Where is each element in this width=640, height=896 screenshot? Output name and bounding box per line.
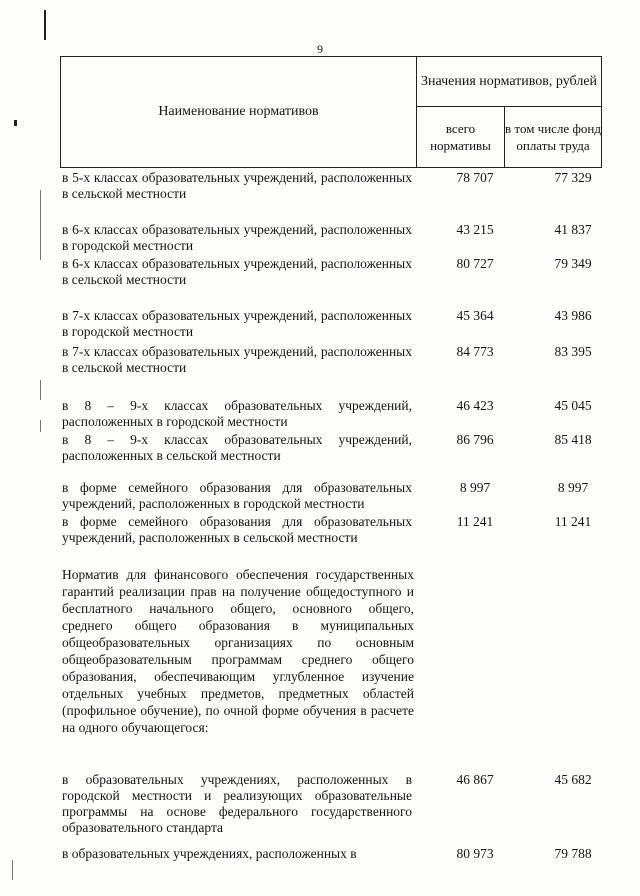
row-name: в образовательных учреждениях, расположенных в	[62, 846, 357, 861]
row-total: 8 997	[459, 480, 491, 495]
row-total: 11 241	[456, 514, 494, 529]
page-number: 9	[317, 42, 323, 56]
row-fund: 45 045	[554, 398, 592, 413]
row-fund: 85 418	[554, 432, 592, 447]
row-name: в 7-х классах образовательных учреждений, расположенных в сельской местности	[62, 344, 412, 375]
row-name: в 8 – 9-х классах образовательных учреждений, расположенных в городской местности	[62, 398, 412, 429]
header-values-group: Значения нормативов, рублей	[417, 57, 601, 107]
scan-artifact-mark	[40, 380, 41, 400]
row-name: в 7-х классах образовательных учреждений, расположенных в городской местности	[62, 308, 412, 339]
row-total: 45 364	[456, 308, 494, 323]
row-name: в 6-х классах образовательных учреждений, расположенных в сельской местности	[62, 256, 412, 287]
row-fund: 83 395	[554, 344, 592, 359]
scan-artifact-mark	[12, 860, 13, 880]
scan-artifact-mark	[14, 120, 17, 126]
row-total: 46 423	[456, 398, 494, 413]
row-fund: 79 788	[554, 846, 592, 861]
header-total-column: всего нормативы	[417, 107, 505, 167]
row-name: в 5-х классах образовательных учреждений, расположенных в сельской местности	[62, 170, 412, 201]
row-total: 86 796	[456, 432, 494, 447]
row-total: 80 973	[456, 846, 494, 861]
row-name: в образовательных учреждениях, расположенных в городской местности и реализующих образовательные программы на основе федерального государственного образовательного стандарта	[62, 772, 412, 835]
row-fund: 11 241	[554, 514, 592, 529]
header-name-column: Наименование нормативов	[61, 57, 417, 167]
row-total: 43 215	[456, 222, 494, 237]
section-paragraph: Норматив для финансового обеспечения государственных гарантий реализации прав на получение общедоступного и бесплатного начального общего, основного общего, среднего общего образования в муниципальных общеобразовательных организациях по основным общеобразовательным программам среднего общего образования, обеспечивающим углубленное изучение отдельных учебных предметов, предметных областей (профильное обучение), по очной форме обучения в расчете на одного обучающегося:	[62, 567, 414, 735]
scan-artifact-mark	[40, 190, 41, 260]
table-header	[60, 56, 602, 168]
row-fund: 8 997	[557, 480, 589, 495]
row-fund: 77 329	[554, 170, 592, 185]
row-name: в форме семейного образования для образовательных учреждений, расположенных в сельской местности	[62, 514, 412, 545]
row-name: в 6-х классах образовательных учреждений, расположенных в городской местности	[62, 222, 412, 253]
row-total: 46 867	[456, 772, 494, 787]
header-fund-column: в том числе фонд оплаты труда	[505, 121, 601, 153]
row-fund: 43 986	[554, 308, 592, 323]
row-fund: 79 349	[554, 256, 592, 271]
row-total: 78 707	[456, 170, 494, 185]
row-total: 84 773	[456, 344, 494, 359]
row-name: в 8 – 9-х классах образовательных учреждений, расположенных в сельской местности	[62, 432, 412, 463]
row-total: 80 727	[456, 256, 494, 271]
row-fund: 41 837	[554, 222, 592, 237]
scan-artifact-mark	[40, 420, 41, 432]
scan-artifact-mark	[44, 10, 46, 40]
row-name: в форме семейного образования для образовательных учреждений, расположенных в городской местности	[62, 480, 412, 511]
row-fund: 45 682	[554, 772, 592, 787]
